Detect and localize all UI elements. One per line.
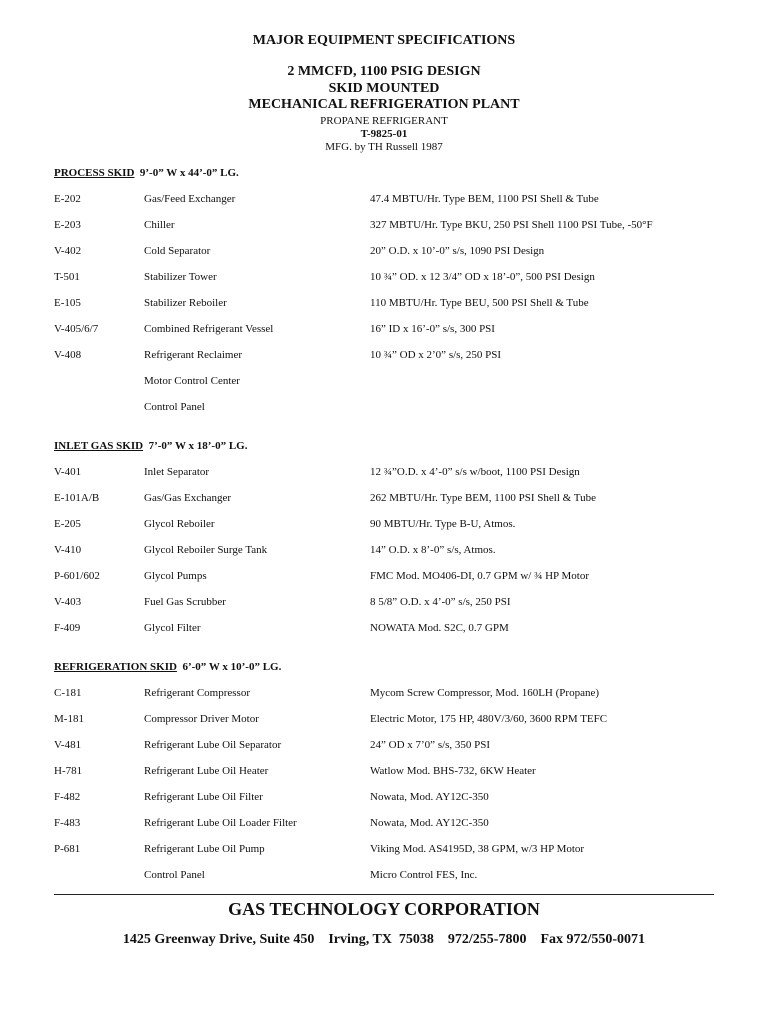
equipment-specification: FMC Mod. MO406-DI, 0.7 GPM w/ ¾ HP Motor: [370, 570, 590, 582]
equipment-tag: E-105: [54, 297, 81, 309]
table-row: [0, 843, 768, 859]
table-row: [0, 466, 768, 482]
section-name: REFRIGERATION SKID: [54, 661, 177, 673]
equipment-tag: H-781: [54, 765, 83, 777]
section-dims: 6’-0” W x 10’-0” LG.: [182, 661, 282, 673]
equipment-tag: T-501: [54, 271, 80, 283]
equipment-description: Refrigerant Lube Oil Pump: [144, 843, 265, 855]
equipment-specification: Viking Mod. AS4195D, 38 GPM, w/3 HP Motor: [370, 843, 585, 855]
equipment-description: Refrigerant Compressor: [144, 687, 250, 699]
equipment-specification: Electric Motor, 175 HP, 480V/3/60, 3600 RPM TEFC: [370, 713, 608, 725]
table-row: [0, 193, 768, 209]
equipment-description: Control Panel: [144, 401, 205, 413]
table-row: [0, 544, 768, 560]
equipment-tag: V-401: [54, 466, 82, 478]
table-row: [0, 323, 768, 339]
design-line: 2 MMCFD, 1100 PSIG DESIGN: [287, 64, 481, 79]
table-row: [0, 687, 768, 703]
section-dims: 9’-0” W x 44’-0” LG.: [139, 167, 239, 179]
document-title: MAJOR EQUIPMENT SPECIFICATIONS: [252, 33, 516, 48]
section-title-inlet-gas-skid: [54, 440, 247, 452]
equipment-specification: 14” O.D. x 8’-0” s/s, Atmos.: [370, 544, 496, 556]
refrigerant-line: PROPANE REFRIGERANT: [320, 115, 448, 127]
equipment-specification: 327 MBTU/Hr. Type BKU, 250 PSI Shell 1100 PSI Tube, -50°F: [370, 219, 653, 231]
equipment-specification: 47.4 MBTU/Hr. Type BEM, 1100 PSI Shell & Tube: [370, 193, 599, 205]
equipment-description: Combined Refrigerant Vessel: [144, 323, 274, 335]
equipment-specification: 10 ¾” OD. x 12 3/4” OD x 18’-0”, 500 PSI Design: [370, 271, 595, 283]
table-row: [0, 518, 768, 534]
table-row: [0, 349, 768, 365]
table-row: [0, 271, 768, 287]
equipment-description: Refrigerant Lube Oil Separator: [144, 739, 282, 751]
table-row: [0, 622, 768, 638]
equipment-specification: 16” ID x 16’-0” s/s, 300 PSI: [370, 323, 495, 335]
table-row: [0, 297, 768, 313]
table-row: [0, 765, 768, 781]
equipment-description: Stabilizer Tower: [144, 271, 217, 283]
equipment-tag: E-101A/B: [54, 492, 100, 504]
equipment-description: Refrigerant Lube Oil Loader Filter: [144, 817, 297, 829]
mount-line: SKID MOUNTED: [328, 81, 440, 96]
table-row: [0, 245, 768, 261]
equipment-description: Chiller: [144, 219, 175, 231]
equipment-tag: V-408: [54, 349, 82, 361]
table-row: [0, 401, 768, 417]
equipment-description: Gas/Feed Exchanger: [144, 193, 236, 205]
equipment-specification: Mycom Screw Compressor, Mod. 160LH (Propane): [370, 687, 599, 699]
equipment-description: Glycol Reboiler Surge Tank: [144, 544, 268, 556]
equipment-specification: 10 ¾” OD x 2’0” s/s, 250 PSI: [370, 349, 502, 361]
table-row: [0, 570, 768, 586]
table-row: [0, 596, 768, 612]
table-row: [0, 375, 768, 391]
equipment-description: Cold Separator: [144, 245, 211, 257]
equipment-tag: M-181: [54, 713, 84, 725]
equipment-tag: F-482: [54, 791, 81, 803]
footer-divider: [54, 894, 714, 895]
equipment-description: Glycol Filter: [144, 622, 201, 634]
table-row: [0, 791, 768, 807]
equipment-description: Stabilizer Reboiler: [144, 297, 227, 309]
equipment-description: Control Panel: [144, 869, 205, 881]
equipment-specification: Nowata, Mod. AY12C-350: [370, 791, 489, 803]
equipment-description: Compressor Driver Motor: [144, 713, 259, 725]
section-name: INLET GAS SKID: [54, 440, 144, 452]
equipment-description: Refrigerant Lube Oil Filter: [144, 791, 263, 803]
equipment-specification: 12 ¾”O.D. x 4’-0” s/s w/boot, 1100 PSI Design: [370, 466, 580, 478]
company-address: 1425 Greenway Drive, Suite 450 Irving, TX 75038 972/255-7800 Fax 972/550-0071: [122, 932, 646, 947]
section-dims: 7’-0” W x 18’-0” LG.: [148, 440, 248, 452]
equipment-tag: P-601/602: [54, 570, 100, 582]
equipment-description: Fuel Gas Scrubber: [144, 596, 226, 608]
equipment-description: Refrigerant Lube Oil Heater: [144, 765, 269, 777]
equipment-description: Gas/Gas Exchanger: [144, 492, 232, 504]
equipment-description: Inlet Separator: [144, 466, 210, 478]
equipment-description: Glycol Pumps: [144, 570, 207, 582]
equipment-tag: V-481: [54, 739, 82, 751]
equipment-tag: C-181: [54, 687, 82, 699]
equipment-specification: 110 MBTU/Hr. Type BEU, 500 PSI Shell & Tube: [370, 297, 589, 309]
section-title-refrigeration-skid: [54, 661, 281, 673]
equipment-specification: Watlow Mod. BHS-732, 6KW Heater: [370, 765, 536, 777]
section-name: PROCESS SKID: [54, 167, 135, 179]
section-title-process-skid: [54, 167, 239, 179]
equipment-specification: 8 5/8” O.D. x 4’-0” s/s, 250 PSI: [370, 596, 511, 608]
equipment-tag: F-483: [54, 817, 81, 829]
table-row: [0, 869, 768, 885]
company-name: GAS TECHNOLOGY CORPORATION: [228, 899, 540, 919]
table-row: [0, 817, 768, 833]
equipment-description: Glycol Reboiler: [144, 518, 215, 530]
equipment-tag: F-409: [54, 622, 81, 634]
equipment-tag: P-681: [54, 843, 81, 855]
table-row: [0, 492, 768, 508]
equipment-tag: E-202: [54, 193, 81, 205]
equipment-specification: NOWATA Mod. S2C, 0.7 GPM: [370, 622, 509, 634]
equipment-specification: Nowata, Mod. AY12C-350: [370, 817, 489, 829]
equipment-tag: V-410: [54, 544, 82, 556]
equipment-description: Motor Control Center: [144, 375, 240, 387]
manufacturer-line: MFG. by TH Russell 1987: [325, 141, 443, 153]
equipment-description: Refrigerant Reclaimer: [144, 349, 243, 361]
equipment-specification: Micro Control FES, Inc.: [370, 869, 478, 881]
equipment-tag: E-205: [54, 518, 81, 530]
table-row: [0, 739, 768, 755]
equipment-specification: 24” OD x 7’0” s/s, 350 PSI: [370, 739, 491, 751]
table-row: [0, 219, 768, 235]
equipment-tag: V-403: [54, 596, 82, 608]
plant-line: MECHANICAL REFRIGERATION PLANT: [248, 97, 520, 112]
table-row: [0, 713, 768, 729]
equipment-specification: 90 MBTU/Hr. Type B-U, Atmos.: [370, 518, 516, 530]
job-number: T-9825-01: [360, 128, 408, 140]
equipment-tag: V-405/6/7: [54, 323, 99, 335]
equipment-specification: 262 MBTU/Hr. Type BEM, 1100 PSI Shell & Tube: [370, 492, 596, 504]
equipment-tag: E-203: [54, 219, 81, 231]
equipment-tag: V-402: [54, 245, 82, 257]
equipment-specification: 20” O.D. x 10’-0” s/s, 1090 PSI Design: [370, 245, 545, 257]
